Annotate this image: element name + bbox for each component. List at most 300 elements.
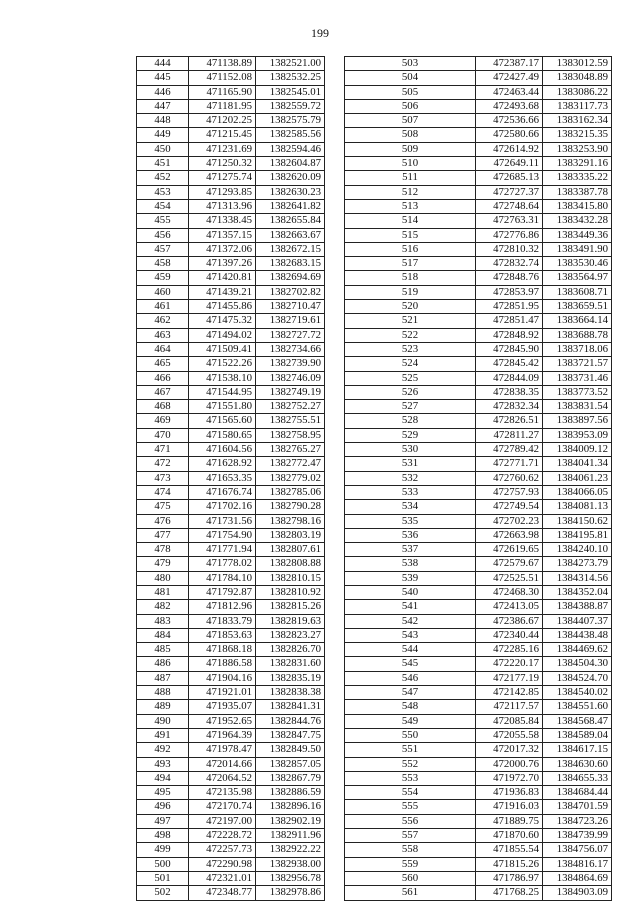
y-coordinate-cell: 1382835.19 (256, 671, 325, 685)
y-coordinate-cell: 1382938.00 (256, 857, 325, 871)
point-number-cell: 493 (137, 757, 189, 771)
table-row (137, 643, 325, 657)
point-number-cell: 484 (137, 628, 189, 642)
table-row (137, 686, 325, 700)
table-row (345, 57, 612, 71)
x-coordinate-cell: 472387.17 (476, 57, 543, 71)
y-coordinate-cell: 1384630.60 (543, 757, 612, 771)
table-row (345, 142, 612, 156)
y-coordinate-cell: 1382594.46 (256, 142, 325, 156)
table-row (137, 628, 325, 642)
point-number-cell: 489 (137, 700, 189, 714)
point-number-cell: 481 (137, 585, 189, 599)
y-coordinate-cell: 1382765.27 (256, 443, 325, 457)
y-coordinate-cell: 1382585.56 (256, 128, 325, 142)
x-coordinate-cell: 472290.98 (189, 857, 256, 871)
x-coordinate-cell: 472463.44 (476, 85, 543, 99)
point-number-cell: 504 (345, 71, 476, 85)
y-coordinate-cell: 1382683.15 (256, 257, 325, 271)
point-number-cell: 451 (137, 157, 189, 171)
y-coordinate-cell: 1384388.87 (543, 600, 612, 614)
y-coordinate-cell: 1382672.15 (256, 242, 325, 256)
y-coordinate-cell: 1384273.79 (543, 557, 612, 571)
point-number-cell: 478 (137, 543, 189, 557)
table-row (345, 600, 612, 614)
x-coordinate-cell: 472117.57 (476, 700, 543, 714)
point-number-cell: 457 (137, 242, 189, 256)
table-row (345, 114, 612, 128)
point-number-cell: 449 (137, 128, 189, 142)
table-row (137, 199, 325, 213)
point-number-cell: 474 (137, 485, 189, 499)
y-coordinate-cell: 1382867.79 (256, 771, 325, 785)
y-coordinate-cell: 1382755.51 (256, 414, 325, 428)
x-coordinate-cell: 471676.74 (189, 485, 256, 499)
table-row (137, 185, 325, 199)
table-row (137, 428, 325, 442)
point-number-cell: 545 (345, 657, 476, 671)
x-coordinate-cell: 471935.07 (189, 700, 256, 714)
point-number-cell: 479 (137, 557, 189, 571)
table-row (137, 800, 325, 814)
table-row (345, 671, 612, 685)
y-coordinate-cell: 1382841.31 (256, 700, 325, 714)
y-coordinate-cell: 1384150.62 (543, 514, 612, 528)
x-coordinate-cell: 471397.26 (189, 257, 256, 271)
point-number-cell: 463 (137, 328, 189, 342)
y-coordinate-cell: 1384504.30 (543, 657, 612, 671)
point-number-cell: 454 (137, 199, 189, 213)
point-number-cell: 448 (137, 114, 189, 128)
table-row (345, 85, 612, 99)
y-coordinate-cell: 1383659.51 (543, 300, 612, 314)
y-coordinate-cell: 1384081.13 (543, 500, 612, 514)
point-number-cell: 547 (345, 686, 476, 700)
y-coordinate-cell: 1384589.04 (543, 728, 612, 742)
point-number-cell: 552 (345, 757, 476, 771)
x-coordinate-cell: 471275.74 (189, 171, 256, 185)
y-coordinate-cell: 1382719.61 (256, 314, 325, 328)
point-number-cell: 482 (137, 600, 189, 614)
y-coordinate-cell: 1384568.47 (543, 714, 612, 728)
point-number-cell: 510 (345, 157, 476, 171)
x-coordinate-cell: 471604.56 (189, 443, 256, 457)
y-coordinate-cell: 1382810.15 (256, 571, 325, 585)
page-number: 199 (311, 26, 329, 40)
table-row (137, 328, 325, 342)
y-coordinate-cell: 1383608.71 (543, 285, 612, 299)
table-row (137, 57, 325, 71)
table-row (345, 614, 612, 628)
x-coordinate-cell: 472844.09 (476, 371, 543, 385)
table-row (345, 199, 612, 213)
table-row (345, 686, 612, 700)
point-number-cell: 464 (137, 342, 189, 356)
y-coordinate-cell: 1382847.75 (256, 728, 325, 742)
table-row (137, 400, 325, 414)
table-row (345, 728, 612, 742)
y-coordinate-cell: 1383897.56 (543, 414, 612, 428)
point-number-cell: 497 (137, 814, 189, 828)
x-coordinate-cell: 472340.44 (476, 628, 543, 642)
y-coordinate-cell: 1384723.26 (543, 814, 612, 828)
y-coordinate-cell: 1382807.61 (256, 543, 325, 557)
point-number-cell: 523 (345, 342, 476, 356)
x-coordinate-cell: 472525.51 (476, 571, 543, 585)
table-row (345, 485, 612, 499)
x-coordinate-cell: 471855.54 (476, 843, 543, 857)
point-number-cell: 491 (137, 728, 189, 742)
x-coordinate-cell: 472348.77 (189, 886, 256, 900)
y-coordinate-cell: 1383731.46 (543, 371, 612, 385)
x-coordinate-cell: 472228.72 (189, 829, 256, 843)
x-coordinate-cell: 471868.18 (189, 643, 256, 657)
point-number-cell: 480 (137, 571, 189, 585)
x-coordinate-cell: 472321.01 (189, 871, 256, 885)
point-number-cell: 505 (345, 85, 476, 99)
point-number-cell: 455 (137, 214, 189, 228)
table-row (137, 728, 325, 742)
table-row (137, 171, 325, 185)
table-row (137, 814, 325, 828)
y-coordinate-cell: 1384352.04 (543, 585, 612, 599)
table-row (137, 829, 325, 843)
point-number-cell: 453 (137, 185, 189, 199)
point-number-cell: 496 (137, 800, 189, 814)
y-coordinate-cell: 1382838.38 (256, 686, 325, 700)
table-row (345, 157, 612, 171)
table-row (137, 514, 325, 528)
y-coordinate-cell: 1382532.25 (256, 71, 325, 85)
point-number-cell: 551 (345, 743, 476, 757)
table-row (345, 886, 612, 900)
point-number-cell: 533 (345, 485, 476, 499)
y-coordinate-cell: 1383449.36 (543, 228, 612, 242)
x-coordinate-cell: 471916.03 (476, 800, 543, 814)
point-number-cell: 509 (345, 142, 476, 156)
y-coordinate-cell: 1382922.22 (256, 843, 325, 857)
x-coordinate-cell: 472468.30 (476, 585, 543, 599)
y-coordinate-cell: 1383291.16 (543, 157, 612, 171)
y-coordinate-cell: 1384655.33 (543, 771, 612, 785)
point-number-cell: 522 (345, 328, 476, 342)
table-row (137, 871, 325, 885)
y-coordinate-cell: 1382630.23 (256, 185, 325, 199)
table-row (137, 371, 325, 385)
x-coordinate-cell: 472579.67 (476, 557, 543, 571)
table-row (137, 500, 325, 514)
point-number-cell: 536 (345, 528, 476, 542)
table-row (345, 743, 612, 757)
x-coordinate-cell: 471565.60 (189, 414, 256, 428)
point-number-cell: 472 (137, 457, 189, 471)
x-coordinate-cell: 471475.32 (189, 314, 256, 328)
point-number-cell: 555 (345, 800, 476, 814)
table-row (345, 371, 612, 385)
table-row (345, 271, 612, 285)
y-coordinate-cell: 1383086.22 (543, 85, 612, 99)
y-coordinate-cell: 1384903.09 (543, 886, 612, 900)
x-coordinate-cell: 472197.00 (189, 814, 256, 828)
point-number-cell: 503 (345, 57, 476, 71)
point-number-cell: 512 (345, 185, 476, 199)
table-row (345, 657, 612, 671)
table-row (137, 757, 325, 771)
x-coordinate-cell: 471754.90 (189, 528, 256, 542)
table-row (345, 829, 612, 843)
point-number-cell: 550 (345, 728, 476, 742)
table-row (345, 857, 612, 871)
y-coordinate-cell: 1382655.84 (256, 214, 325, 228)
table-row (137, 614, 325, 628)
x-coordinate-cell: 472663.98 (476, 528, 543, 542)
point-number-cell: 558 (345, 843, 476, 857)
y-coordinate-cell: 1382831.60 (256, 657, 325, 671)
point-number-cell: 532 (345, 471, 476, 485)
y-coordinate-cell: 1383415.80 (543, 199, 612, 213)
table-row (345, 571, 612, 585)
y-coordinate-cell: 1382545.01 (256, 85, 325, 99)
table-row (137, 457, 325, 471)
y-coordinate-cell: 1382604.87 (256, 157, 325, 171)
point-number-cell: 516 (345, 242, 476, 256)
table-row (137, 585, 325, 599)
point-number-cell: 542 (345, 614, 476, 628)
y-coordinate-cell: 1382749.19 (256, 385, 325, 399)
y-coordinate-cell: 1382758.95 (256, 428, 325, 442)
x-coordinate-cell: 472760.62 (476, 471, 543, 485)
x-coordinate-cell: 471886.58 (189, 657, 256, 671)
y-coordinate-cell: 1382772.47 (256, 457, 325, 471)
x-coordinate-cell: 472285.16 (476, 643, 543, 657)
x-coordinate-cell: 472427.49 (476, 71, 543, 85)
point-number-cell: 519 (345, 285, 476, 299)
table-row (345, 585, 612, 599)
x-coordinate-cell: 472536.66 (476, 114, 543, 128)
x-coordinate-cell: 472085.84 (476, 714, 543, 728)
point-number-cell: 531 (345, 457, 476, 471)
point-number-cell: 553 (345, 771, 476, 785)
point-number-cell: 508 (345, 128, 476, 142)
x-coordinate-cell: 471870.60 (476, 829, 543, 843)
table-row (137, 557, 325, 571)
y-coordinate-cell: 1384066.05 (543, 485, 612, 499)
point-number-cell: 492 (137, 743, 189, 757)
y-coordinate-cell: 1384407.37 (543, 614, 612, 628)
point-number-cell: 506 (345, 99, 476, 113)
y-coordinate-cell: 1383664.14 (543, 314, 612, 328)
table-row (345, 557, 612, 571)
table-row (137, 128, 325, 142)
y-coordinate-cell: 1382694.69 (256, 271, 325, 285)
point-number-cell: 471 (137, 443, 189, 457)
point-number-cell: 499 (137, 843, 189, 857)
table-row (345, 457, 612, 471)
point-number-cell: 444 (137, 57, 189, 71)
table-row (345, 285, 612, 299)
x-coordinate-cell: 471784.10 (189, 571, 256, 585)
y-coordinate-cell: 1382575.79 (256, 114, 325, 128)
table-row (137, 242, 325, 256)
x-coordinate-cell: 472000.76 (476, 757, 543, 771)
table-row (345, 428, 612, 442)
x-coordinate-cell: 471494.02 (189, 328, 256, 342)
y-coordinate-cell: 1383117.73 (543, 99, 612, 113)
y-coordinate-cell: 1382785.06 (256, 485, 325, 499)
x-coordinate-cell: 471889.75 (476, 814, 543, 828)
point-number-cell: 494 (137, 771, 189, 785)
x-coordinate-cell: 472064.52 (189, 771, 256, 785)
point-number-cell: 452 (137, 171, 189, 185)
x-coordinate-cell: 471313.96 (189, 199, 256, 213)
x-coordinate-cell: 471338.45 (189, 214, 256, 228)
point-number-cell: 460 (137, 285, 189, 299)
table-row (345, 314, 612, 328)
x-coordinate-cell: 472832.34 (476, 400, 543, 414)
table-row (137, 214, 325, 228)
point-number-cell: 548 (345, 700, 476, 714)
point-number-cell: 554 (345, 786, 476, 800)
x-coordinate-cell: 472848.92 (476, 328, 543, 342)
y-coordinate-cell: 1384684.44 (543, 786, 612, 800)
point-number-cell: 537 (345, 543, 476, 557)
table-row (137, 843, 325, 857)
point-number-cell: 529 (345, 428, 476, 442)
x-coordinate-cell: 471538.10 (189, 371, 256, 385)
y-coordinate-cell: 1384240.10 (543, 543, 612, 557)
x-coordinate-cell: 472832.74 (476, 257, 543, 271)
x-coordinate-cell: 472413.05 (476, 600, 543, 614)
point-number-cell: 486 (137, 657, 189, 671)
x-coordinate-cell: 472257.73 (189, 843, 256, 857)
point-number-cell: 538 (345, 557, 476, 571)
x-coordinate-cell: 472702.23 (476, 514, 543, 528)
x-coordinate-cell: 472386.67 (476, 614, 543, 628)
point-number-cell: 520 (345, 300, 476, 314)
table-row (345, 300, 612, 314)
x-coordinate-cell: 471771.94 (189, 543, 256, 557)
table-row (345, 414, 612, 428)
y-coordinate-cell: 1382641.82 (256, 199, 325, 213)
table-row (345, 128, 612, 142)
x-coordinate-cell: 471580.65 (189, 428, 256, 442)
point-number-cell: 459 (137, 271, 189, 285)
table-row (137, 385, 325, 399)
y-coordinate-cell: 1383335.22 (543, 171, 612, 185)
x-coordinate-cell: 472851.95 (476, 300, 543, 314)
x-coordinate-cell: 472014.66 (189, 757, 256, 771)
x-coordinate-cell: 471152.08 (189, 71, 256, 85)
table-row (137, 443, 325, 457)
point-number-cell: 502 (137, 886, 189, 900)
point-number-cell: 556 (345, 814, 476, 828)
table-row (137, 142, 325, 156)
y-coordinate-cell: 1382849.50 (256, 743, 325, 757)
point-number-cell: 490 (137, 714, 189, 728)
table-row (345, 800, 612, 814)
point-number-cell: 473 (137, 471, 189, 485)
x-coordinate-cell: 472685.13 (476, 171, 543, 185)
x-coordinate-cell: 472493.68 (476, 99, 543, 113)
table-row (137, 414, 325, 428)
table-row (345, 228, 612, 242)
point-number-cell: 511 (345, 171, 476, 185)
table-row (137, 99, 325, 113)
point-number-cell: 517 (345, 257, 476, 271)
y-coordinate-cell: 1382819.63 (256, 614, 325, 628)
point-number-cell: 498 (137, 829, 189, 843)
y-coordinate-cell: 1383721.57 (543, 357, 612, 371)
x-coordinate-cell: 471372.06 (189, 242, 256, 256)
table-row (345, 786, 612, 800)
point-number-cell: 559 (345, 857, 476, 871)
point-number-cell: 469 (137, 414, 189, 428)
table-row (345, 357, 612, 371)
point-number-cell: 518 (345, 271, 476, 285)
x-coordinate-cell: 472851.47 (476, 314, 543, 328)
point-number-cell: 561 (345, 886, 476, 900)
table-row (137, 285, 325, 299)
x-coordinate-cell: 471522.26 (189, 357, 256, 371)
table-row (137, 71, 325, 85)
point-number-cell: 456 (137, 228, 189, 242)
table-row (345, 242, 612, 256)
y-coordinate-cell: 1383048.89 (543, 71, 612, 85)
point-number-cell: 524 (345, 357, 476, 371)
y-coordinate-cell: 1384701.59 (543, 800, 612, 814)
point-number-cell: 526 (345, 385, 476, 399)
table-row (345, 71, 612, 85)
point-number-cell: 534 (345, 500, 476, 514)
y-coordinate-cell: 1384551.60 (543, 700, 612, 714)
point-number-cell: 560 (345, 871, 476, 885)
table-row (345, 514, 612, 528)
table-row (345, 643, 612, 657)
x-coordinate-cell: 471439.21 (189, 285, 256, 299)
point-number-cell: 539 (345, 571, 476, 585)
y-coordinate-cell: 1382902.19 (256, 814, 325, 828)
y-coordinate-cell: 1382857.05 (256, 757, 325, 771)
table-row (137, 257, 325, 271)
x-coordinate-cell: 472845.90 (476, 342, 543, 356)
y-coordinate-cell: 1383012.59 (543, 57, 612, 71)
y-coordinate-cell: 1384756.07 (543, 843, 612, 857)
x-coordinate-cell: 471231.69 (189, 142, 256, 156)
point-number-cell: 483 (137, 614, 189, 628)
point-number-cell: 528 (345, 414, 476, 428)
y-coordinate-cell: 1382886.59 (256, 786, 325, 800)
y-coordinate-cell: 1382844.76 (256, 714, 325, 728)
x-coordinate-cell: 471904.16 (189, 671, 256, 685)
point-number-cell: 535 (345, 514, 476, 528)
point-number-cell: 468 (137, 400, 189, 414)
table-row (345, 843, 612, 857)
table-row (137, 314, 325, 328)
y-coordinate-cell: 1382710.47 (256, 300, 325, 314)
point-number-cell: 466 (137, 371, 189, 385)
table-row (137, 714, 325, 728)
table-row (345, 771, 612, 785)
y-coordinate-cell: 1384314.56 (543, 571, 612, 585)
y-coordinate-cell: 1382559.72 (256, 99, 325, 113)
point-number-cell: 467 (137, 385, 189, 399)
point-number-cell: 549 (345, 714, 476, 728)
table-row (137, 657, 325, 671)
table-row (345, 257, 612, 271)
y-coordinate-cell: 1383162.34 (543, 114, 612, 128)
x-coordinate-cell: 471921.01 (189, 686, 256, 700)
y-coordinate-cell: 1382779.02 (256, 471, 325, 485)
